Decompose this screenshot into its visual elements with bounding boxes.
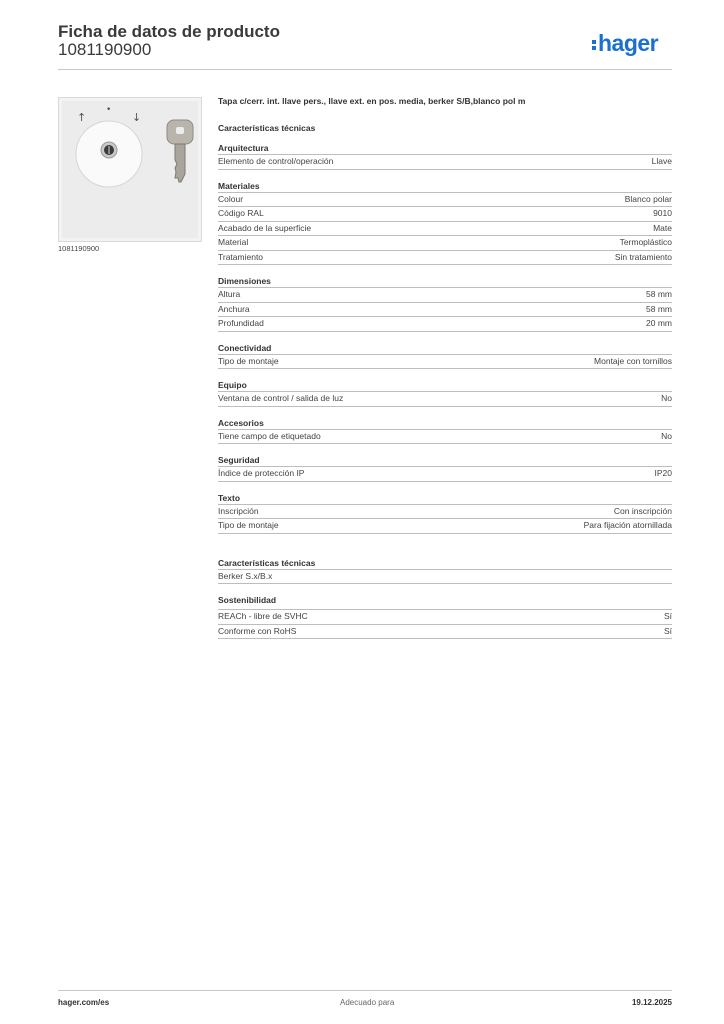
spec-value: Termoplástico (619, 237, 672, 247)
arrow-down-icon: ↓ (132, 111, 142, 124)
arrow-up-icon: ↑ (77, 111, 87, 124)
spec-label: Código RAL (218, 208, 264, 218)
spec-label: Acabado de la superficie (218, 222, 312, 233)
spec-row (218, 466, 672, 482)
spec-row (218, 206, 672, 221)
logo-dots-icon (592, 38, 596, 52)
product-code: 1081190900 (58, 40, 152, 59)
key-switch-illustration (59, 98, 201, 241)
section-heading: Texto (218, 492, 241, 503)
spec-label: Tiene campo de etiquetado (218, 430, 321, 441)
spec-label: Anchura (218, 303, 250, 314)
spec-value: Blanco polar (624, 193, 672, 204)
spec-value: No (661, 393, 672, 403)
spec-value: No (661, 430, 672, 441)
spec-value: Con inscripción (613, 505, 672, 516)
footer-website: hager.com/es (58, 998, 110, 1007)
spec-label: Tipo de montaje (218, 355, 279, 366)
footer-divider (58, 990, 672, 991)
section-heading: Conectividad (218, 342, 272, 353)
product-image (58, 97, 202, 242)
hager-logo (592, 30, 658, 57)
product-description: Tapa c/cerr. int. llave pers., llave ext. en pos. media, berker S/B,blanco pol m (218, 96, 526, 106)
spec-row (218, 504, 672, 519)
section-heading: Dimensiones (218, 276, 271, 286)
spec-row (218, 302, 672, 317)
footer-suitable-for: Adecuado para (340, 998, 395, 1007)
spec-row (218, 391, 672, 407)
spec-row (218, 192, 672, 207)
logo-text: hager (598, 30, 659, 56)
image-caption: 1081190900 (58, 244, 100, 253)
section-heading-tech: Características técnicas (218, 123, 316, 133)
spec-label: Tratamiento (218, 251, 264, 262)
spec-label: Conforme con RoHS (218, 625, 297, 636)
spec-row (218, 609, 672, 624)
spec-label: Índice de protección IP (218, 468, 305, 478)
spec-value: Sin tratamiento (614, 251, 672, 262)
spec-label: Ventana de control / salida de luz (218, 393, 344, 403)
spec-label: Elemento de control/operación (218, 156, 334, 166)
spec-value: Para fijación atornillada (583, 520, 672, 530)
spec-label: Altura (218, 289, 241, 299)
spec-row (218, 235, 672, 250)
center-dot-icon: • (106, 105, 112, 115)
footer-date: 19.12.2025 (631, 998, 672, 1007)
spec-row (218, 316, 672, 332)
page-title: Ficha de datos de producto (58, 22, 280, 41)
spec-value: Sí (663, 611, 672, 621)
section-heading-tech2: Características técnicas (218, 557, 316, 568)
spec-row (218, 429, 672, 445)
spec-label: Tipo de montaje (218, 520, 279, 530)
spec-row (218, 250, 672, 266)
spec-label: Profundidad (218, 318, 264, 328)
spec-table (218, 96, 672, 639)
spec-value: 58 mm (646, 289, 672, 299)
section-heading: Equipo (218, 380, 247, 390)
spec-value: 58 mm (646, 303, 672, 314)
section-heading: Materiales (218, 180, 260, 191)
header-divider (58, 69, 672, 70)
spec-label: Colour (218, 193, 244, 204)
spec-row (218, 154, 672, 170)
spec-label: Berker S.x/B.x (218, 570, 273, 581)
spec-label: REACh - libre de SVHC (218, 611, 308, 621)
spec-row (218, 569, 672, 585)
spec-label: Inscripción (218, 505, 259, 516)
section-heading: Seguridad (218, 455, 260, 465)
spec-value: 20 mm (646, 318, 672, 328)
spec-value: Montaje con tornillos (594, 355, 672, 366)
spec-row (218, 624, 672, 640)
spec-value: IP20 (654, 468, 672, 478)
spec-value: Mate (653, 222, 672, 233)
spec-value: Sí (663, 625, 672, 636)
section-heading: Accesorios (218, 417, 264, 428)
section-heading-sustainability: Sostenibilidad (218, 595, 277, 605)
spec-label: Material (218, 237, 249, 247)
spec-value: 9010 (653, 208, 672, 218)
spec-row (218, 221, 672, 236)
spec-row (218, 354, 672, 370)
spec-row (218, 518, 672, 534)
spec-row (218, 287, 672, 302)
section-heading: Arquitectura (218, 143, 269, 153)
spec-value: Llave (651, 156, 672, 166)
